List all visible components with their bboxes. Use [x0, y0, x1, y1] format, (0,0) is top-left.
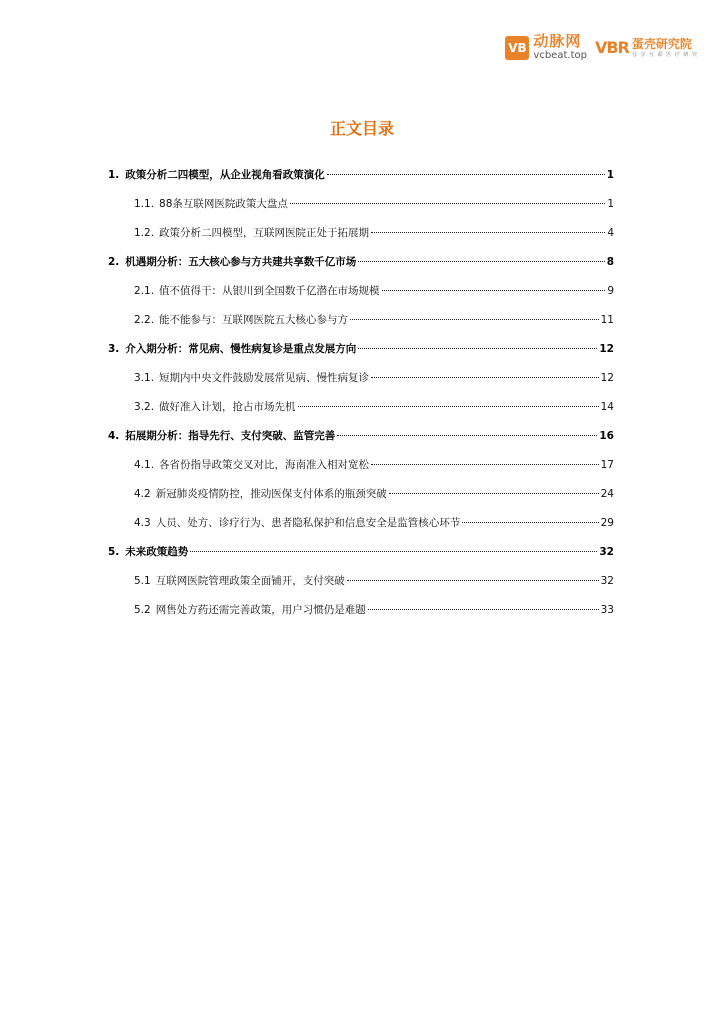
table-of-contents	[108, 168, 614, 632]
toc-subsection-entry[interactable]	[108, 516, 614, 545]
toc-subsection-entry[interactable]	[108, 574, 614, 603]
toc-dot-leader	[347, 580, 599, 581]
toc-entry-page-number: 8	[606, 256, 614, 268]
toc-entry-number: 4.1.	[134, 459, 155, 471]
toc-dot-leader	[371, 232, 605, 233]
toc-entry-number: 2.1.	[134, 285, 155, 297]
toc-entry-page-number: 9	[607, 285, 614, 297]
toc-entry-title: 政策分析二四模型，从企业视角看政策演化	[125, 169, 325, 181]
toc-subsection-entry[interactable]	[108, 458, 614, 487]
toc-subsection-entry[interactable]	[108, 603, 614, 632]
toc-entry-number: 4.	[108, 430, 120, 442]
toc-entry-number: 5.1	[134, 575, 151, 587]
vcbeat-logo-url: vcbeat.top	[533, 50, 587, 61]
toc-dot-leader	[190, 551, 597, 552]
toc-dot-leader	[371, 377, 599, 378]
toc-entry-title: 未来政策趋势	[125, 546, 189, 558]
toc-entry-title: 值不值得干：从银川到全国数千亿潜在市场规模	[159, 285, 380, 297]
toc-entry-title: 做好准入计划，抢占市场先机	[159, 401, 296, 413]
toc-section-entry[interactable]	[108, 168, 614, 197]
toc-entry-number: 5.2	[134, 604, 151, 616]
vbr-logo-name: 蛋壳研究院	[631, 36, 692, 51]
vcbeat-logo-mark: VB	[505, 36, 529, 60]
toc-dot-leader	[389, 493, 599, 494]
toc-entry-title: 互联网医院管理政策全面铺开，支付突破	[155, 575, 345, 587]
toc-entry-title: 网售处方药还需完善政策，用户习惯仍是难题	[155, 604, 366, 616]
toc-entry-title: 新冠肺炎疫情防控，推动医保支付体系的瓶颈突破	[155, 488, 387, 500]
toc-entry-page-number: 4	[607, 227, 614, 239]
toc-title: 正文目录	[329, 119, 394, 138]
toc-entry-number: 1.1.	[134, 198, 155, 210]
vbr-logo-mark: VBR	[594, 38, 629, 57]
toc-dot-leader	[462, 522, 598, 523]
toc-entry-number: 3.2.	[134, 401, 155, 413]
toc-entry-page-number: 12	[599, 343, 614, 355]
toc-entry-title: 各省份指导政策交叉对比，海南准入相对宽松	[159, 459, 370, 471]
toc-section-entry[interactable]	[108, 429, 614, 458]
toc-section-entry[interactable]	[108, 545, 614, 574]
toc-dot-leader	[371, 464, 599, 465]
toc-section-entry[interactable]	[108, 342, 614, 371]
toc-dot-leader	[358, 348, 597, 349]
toc-entry-title: 人员、处方、诊疗行为、患者隐私保护和信息安全是监管核心环节	[155, 517, 461, 529]
toc-entry-page-number: 1	[607, 198, 614, 210]
toc-section-entry[interactable]	[108, 255, 614, 284]
vbr-logo	[595, 38, 698, 58]
header-logos	[505, 34, 698, 61]
toc-entry-number: 1.	[108, 169, 120, 181]
toc-dot-leader	[298, 406, 599, 407]
toc-dot-leader	[290, 203, 605, 204]
toc-entry-page-number: 33	[600, 604, 614, 616]
toc-entry-page-number: 29	[600, 517, 614, 529]
toc-entry-title: 机遇期分析：五大核心参与方共建共享数千亿市场	[125, 256, 357, 268]
toc-entry-title: 介入期分析：常见病、慢性病复诊是重点发展方向	[125, 343, 357, 355]
toc-entry-number: 4.3	[134, 517, 151, 529]
toc-entry-page-number: 12	[600, 372, 614, 384]
toc-subsection-entry[interactable]	[108, 284, 614, 313]
toc-entry-title: 拓展期分析：指导先行、支付突破、监管完善	[125, 430, 336, 442]
toc-entry-number: 3.	[108, 343, 120, 355]
toc-entry-number: 5.	[108, 546, 120, 558]
toc-entry-title: 88条互联网医院政策大盘点	[159, 198, 288, 210]
vbr-logo-subtitle: 分 享 互 联 医 疗 研 究	[631, 51, 698, 58]
toc-entry-page-number: 17	[600, 459, 614, 471]
toc-subsection-entry[interactable]	[108, 226, 614, 255]
toc-dot-leader	[350, 319, 599, 320]
toc-subsection-entry[interactable]	[108, 197, 614, 226]
toc-entry-page-number: 11	[600, 314, 614, 326]
toc-entry-title: 能不能参与：互联网医院五大核心参与方	[159, 314, 349, 326]
toc-entry-page-number: 32	[600, 575, 614, 587]
vcbeat-logo	[505, 34, 587, 61]
toc-dot-leader	[368, 609, 599, 610]
toc-entry-number: 3.1.	[134, 372, 155, 384]
toc-entry-page-number: 14	[600, 401, 614, 413]
toc-entry-number: 4.2	[134, 488, 151, 500]
vcbeat-logo-name: 动脉网	[533, 32, 582, 50]
toc-dot-leader	[382, 290, 606, 291]
toc-entry-page-number: 1	[606, 169, 614, 181]
toc-entry-number: 1.2.	[134, 227, 155, 239]
toc-entry-page-number: 16	[599, 430, 614, 442]
toc-entry-page-number: 32	[599, 546, 614, 558]
toc-subsection-entry[interactable]	[108, 487, 614, 516]
toc-entry-title: 短期内中央文件鼓励发展常见病、慢性病复诊	[159, 372, 370, 384]
toc-subsection-entry[interactable]	[108, 400, 614, 429]
toc-entry-number: 2.2.	[134, 314, 155, 326]
toc-dot-leader	[337, 435, 597, 436]
toc-subsection-entry[interactable]	[108, 371, 614, 400]
toc-entry-title: 政策分析二四模型，互联网医院正处于拓展期	[159, 227, 370, 239]
toc-dot-leader	[358, 261, 604, 262]
toc-dot-leader	[327, 174, 605, 175]
toc-entry-number: 2.	[108, 256, 120, 268]
toc-entry-page-number: 24	[600, 488, 614, 500]
toc-subsection-entry[interactable]	[108, 313, 614, 342]
